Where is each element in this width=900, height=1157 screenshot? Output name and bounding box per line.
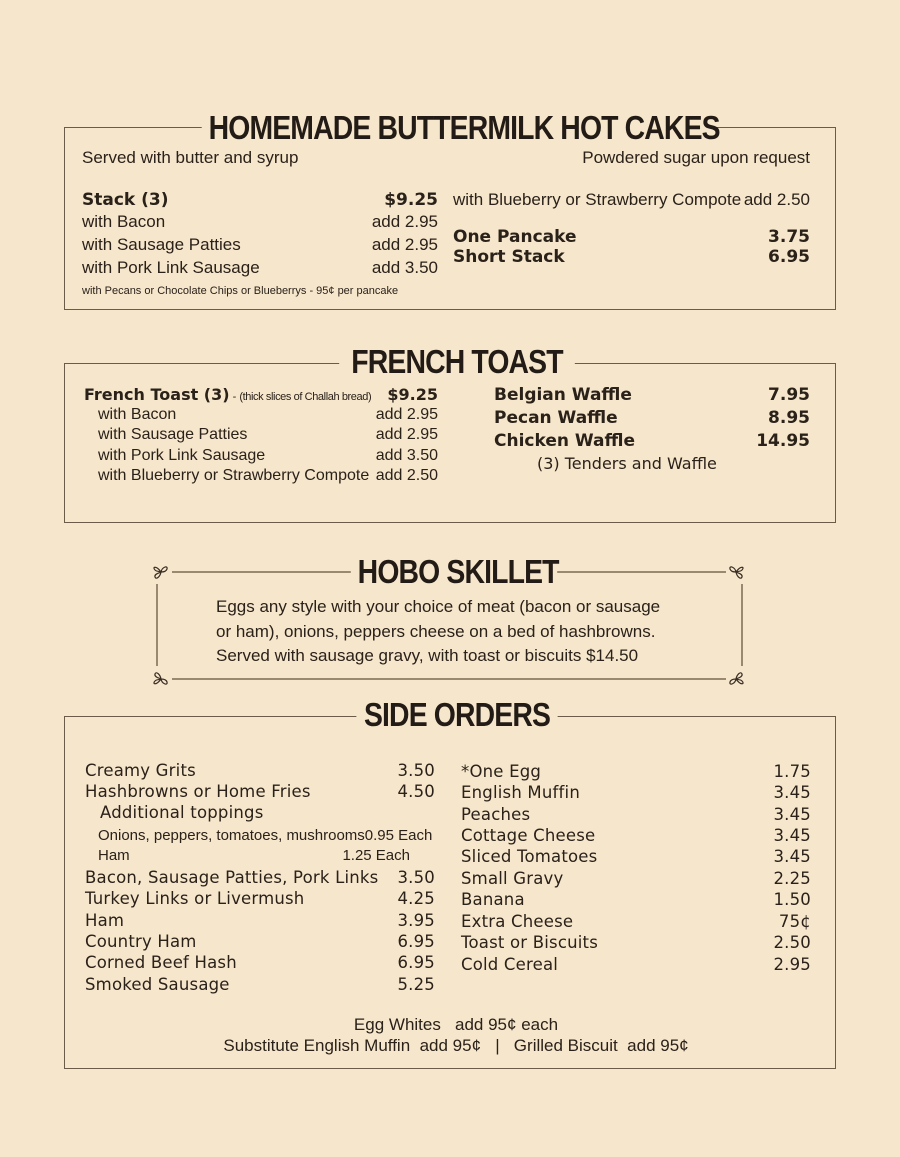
item-label: with Blueberry or Strawberry Compote [453,190,742,209]
flourish-icon [725,561,747,583]
item-label: English Muffin [461,783,580,802]
french-toast-addon [98,406,438,424]
item-price: 6.95 [768,247,810,267]
item-price: 3.45 [773,847,811,866]
waffle-item [494,408,810,428]
hotcakes-compote [453,190,810,210]
flourish-icon [150,668,172,690]
item-price: 2.95 [773,955,811,974]
side-item [461,890,811,909]
waffle-item [494,431,810,451]
item-price: 3.45 [773,805,811,824]
item-label: Smoked Sausage [85,975,230,994]
skillet-left-line [156,584,158,666]
item-price: add 3.50 [375,447,438,464]
waffle-item [494,385,810,405]
item-price: 2.50 [773,933,811,952]
item-price: 2.25 [773,869,811,888]
item-label: with Sausage Patties [82,235,241,254]
item-label: Country Ham [85,932,197,951]
item-price: 0.95 Each [364,827,433,844]
french-toast-addon [98,467,438,485]
side-orders-title: SIDE ORDERS [356,697,557,733]
hotcakes-extra [453,227,810,247]
side-item [85,911,435,930]
hotcakes-title: HOMEMADE BUTTERMILK HOT CAKES [202,110,715,146]
item-label: with Pork Link Sausage [82,258,260,277]
item-label-group [84,385,371,404]
item-price: add 2.95 [375,426,438,443]
item-price: 3.50 [397,761,435,780]
item-price: 1.50 [773,890,811,909]
item-price: 5.25 [397,975,435,994]
item-price: 3.45 [773,783,811,802]
item-price: 7.95 [768,385,810,405]
skillet-description-line: Eggs any style with your choice of meat (bacon or sausage [216,597,661,616]
item-label: Ham [98,847,130,864]
hotcakes-addon [82,258,438,278]
item-label: with Sausage Patties [98,426,248,443]
item-label: with Bacon [82,212,166,231]
side-item [85,932,435,951]
hotcakes-extra [453,247,810,267]
item-label: Chicken Waffle [494,431,636,451]
item-price: 4.50 [397,782,435,801]
side-item [461,869,811,888]
item-label: Onions, peppers, tomatoes, mushrooms [98,827,365,844]
side-item [461,933,811,952]
item-label: Bacon, Sausage Patties, Pork Links [85,868,379,887]
side-item [85,868,435,887]
side-item [461,955,811,974]
side-item [461,783,811,802]
side-item [85,761,435,780]
item-price: $9.25 [387,385,438,404]
item-detail: (thick slices of Challah bread) [239,391,372,403]
item-dash: - [229,391,240,403]
flourish-icon [150,561,172,583]
topping-item [98,847,410,864]
item-label: One Pancake [453,227,577,247]
item-price: 6.95 [397,953,435,972]
item-price: add 2.95 [371,235,438,254]
skillet-bottom-line [172,678,726,680]
item-label: with Bacon [98,406,177,423]
item-price: add 2.50 [743,190,810,209]
french-toast-addon [98,447,438,465]
item-label: Sliced Tomatoes [461,847,598,866]
side-item [461,826,811,845]
item-label: Turkey Links or Livermush [85,889,305,908]
side-footer-line: Substitute English Muffin add 95¢ | Grilled Biscuit add 95¢ [223,1036,689,1055]
item-price: add 2.50 [375,467,438,484]
french-toast-title: FRENCH TOAST [339,344,575,380]
skillet-description-line: or ham), onions, peppers cheese on a bed of hashbrowns. [216,622,656,641]
flourish-icon [725,668,747,690]
item-price: 3.50 [397,868,435,887]
item-label: Peaches [461,805,531,824]
side-item [461,912,811,931]
item-label: Cold Cereal [461,955,559,974]
side-item [85,889,435,908]
hotcakes-footnote: with Pecans or Chocolate Chips or Blueberrys - 95¢ per pancake [82,285,399,297]
item-label: Toast or Biscuits [461,933,598,952]
hobo-skillet-title: HOBO SKILLET [351,554,557,590]
item-label: with Pork Link Sausage [98,447,266,464]
item-price: 75¢ [778,912,811,931]
item-label: Short Stack [453,247,565,267]
item-label: French Toast (3) [84,385,230,404]
item-label: Pecan Waffle [494,408,618,428]
hotcakes-addon [82,235,438,255]
hotcakes-addon [82,212,438,232]
item-label: Belgian Waffle [494,385,632,405]
item-price: 8.95 [768,408,810,428]
side-footer-line: Egg Whites add 95¢ each [353,1015,559,1034]
skillet-right-line [741,584,743,666]
item-label: with Blueberry or Strawberry Compote [98,467,370,484]
item-price: 14.95 [756,431,810,451]
item-price: 6.95 [397,932,435,951]
skillet-description-line: Served with sausage gravy, with toast or biscuits $14.50 [216,646,639,665]
topping-item [98,827,433,844]
side-item [461,762,811,781]
item-price: 3.95 [397,911,435,930]
item-label: Hashbrowns or Home Fries [85,782,311,801]
item-price: $9.25 [384,190,438,210]
item-label: Creamy Grits [85,761,196,780]
item-label: Small Gravy [461,869,564,888]
side-item [85,782,435,801]
item-price: 4.25 [397,889,435,908]
item-label: Extra Cheese [461,912,574,931]
item-price: 1.25 Each [342,847,410,864]
side-item [85,953,435,972]
hotcakes-note-left: Served with butter and syrup [82,148,299,167]
french-toast-addon [98,426,438,444]
item-label: Cottage Cheese [461,826,596,845]
side-item [85,975,435,994]
item-price: 3.45 [773,826,811,845]
item-price: 1.75 [773,762,811,781]
item-label: Corned Beef Hash [85,953,237,972]
waffle-note: (3) Tenders and Waffle [537,454,717,473]
item-price: 3.75 [768,227,810,247]
item-label: Banana [461,890,525,909]
item-price: add 2.95 [371,212,438,231]
hotcakes-note-right: Powdered sugar upon request [582,148,810,167]
item-label: *One Egg [461,762,542,781]
item-label: Ham [85,911,125,930]
item-price: add 3.50 [371,258,438,277]
toppings-header: Additional toppings [100,803,264,822]
item-label: Stack (3) [82,190,169,210]
item-price: add 2.95 [375,406,438,423]
hotcakes-stack [82,190,438,210]
side-item [461,847,811,866]
side-item [461,805,811,824]
french-toast-main [84,385,438,404]
